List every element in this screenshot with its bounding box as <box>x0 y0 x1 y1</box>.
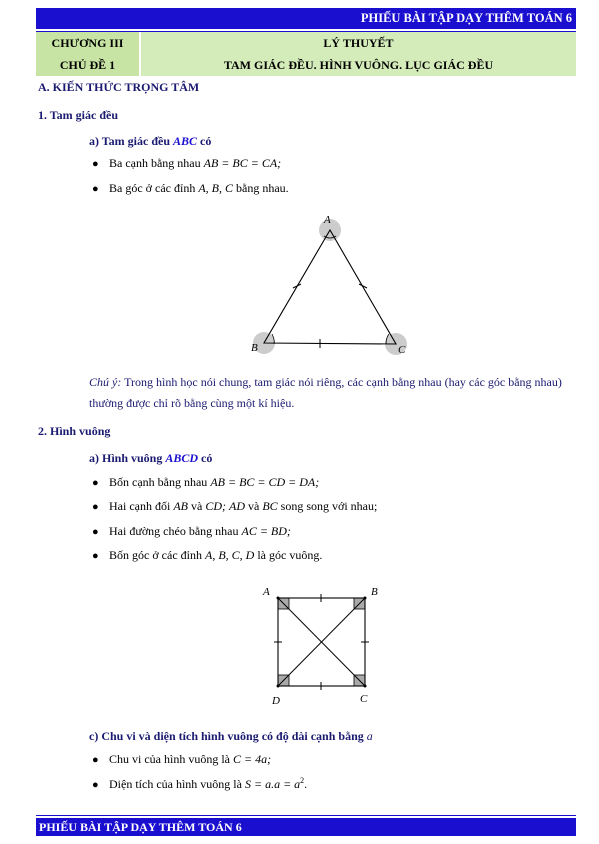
s2-c2-math: S = a.a = a <box>244 777 301 791</box>
s2-bullet-1 <box>109 475 319 490</box>
s2-c-bullet-2 <box>109 776 307 792</box>
label-b: B <box>251 342 258 354</box>
section2-heading: 2. Hình vuông <box>38 424 111 438</box>
s1-b2-math: A, B, C <box>198 181 233 195</box>
label-a: A <box>263 586 270 598</box>
s2-b2-m1: AB <box>173 499 188 513</box>
label-c: C <box>398 344 406 356</box>
label-d: D <box>272 695 280 707</box>
s2-c2-end: . <box>304 777 308 791</box>
s2-sub-a-suffix: có <box>201 451 213 465</box>
header-title: PHIẾU BÀI TẬP DẠY THÊM TOÁN 6 <box>360 11 572 25</box>
s2-b4-math: A, B, C, D <box>205 548 255 562</box>
s2-c2-text: Diện tích của hình vuông là <box>109 777 242 791</box>
s2-b2-suffix: song song với nhau; <box>280 499 378 513</box>
s2-b2-and1: và <box>190 499 203 513</box>
s2-bullet-2 <box>109 499 377 514</box>
s2-c1-text: Chu vi của hình vuông là <box>109 752 230 766</box>
triangle-abc <box>264 230 396 344</box>
s2-b3-text: Hai đường chéo bằng nhau <box>109 524 239 538</box>
s1-bullet-1 <box>109 156 281 171</box>
s1-b2-suffix: bằng nhau. <box>236 181 289 195</box>
s2-b3-math: AC = BD; <box>241 524 291 538</box>
s1-sub-a <box>89 134 211 149</box>
s1-sub-a-math: ABC <box>173 134 198 148</box>
bullet-icon: ● <box>92 501 99 513</box>
topic-label: CHỦ ĐỀ 1 <box>59 58 116 72</box>
title-cell <box>141 32 576 76</box>
s2-sub-c-math: a <box>366 729 373 743</box>
bullet-icon: ● <box>92 183 99 195</box>
s2-c2-sup: 2 <box>300 776 305 785</box>
bullet-icon: ● <box>92 754 99 766</box>
part-a-heading: A. KIẾN THỨC TRỌNG TÂM <box>38 80 200 94</box>
s2-bullet-3 <box>109 524 291 539</box>
chapter-cell <box>36 32 139 76</box>
footer-title: PHIẾU BÀI TẬP DẠY THÊM TOÁN 6 <box>39 820 242 834</box>
s2-b2-m2: CD; <box>205 499 226 513</box>
bullet-icon: ● <box>92 779 99 791</box>
s2-b1-math: AB = BC = CD = DA; <box>210 475 320 489</box>
s1-sub-a-suffix: có <box>200 134 212 148</box>
s2-sub-a <box>89 451 212 466</box>
s2-b1-text: Bốn cạnh bằng nhau <box>109 475 208 489</box>
s2-sub-a-math: ABCD <box>165 451 199 465</box>
footer-divider <box>36 815 576 816</box>
s2-c1-math: C = 4a; <box>232 752 272 766</box>
section-title: TAM GIÁC ĐỀU. HÌNH VUÔNG. LỤC GIÁC ĐỀU <box>223 58 494 72</box>
vertex-a <box>277 597 280 600</box>
s1-b1-math: AB = BC = CA; <box>203 156 282 170</box>
s2-b2-and2: và <box>247 499 260 513</box>
s2-bullet-4 <box>109 548 322 563</box>
s1-sub-a-prefix: a) Tam giác đều <box>89 134 171 148</box>
label-b: B <box>371 586 378 598</box>
s1-b2-text: Ba góc ở các đỉnh <box>109 181 196 195</box>
bullet-icon: ● <box>92 526 99 538</box>
vertex-d <box>277 685 280 688</box>
s2-sub-c-text: c) Chu vi và diện tích hình vuông có độ dài cạnh bằng <box>89 729 364 743</box>
s2-b4-suffix: là góc vuông. <box>257 548 323 562</box>
chapter-label: CHƯƠNG III <box>51 36 124 50</box>
s2-b4-text: Bốn góc ở các đỉnh <box>109 548 202 562</box>
equilateral-triangle-figure <box>240 210 420 360</box>
s1-note <box>89 372 579 414</box>
s2-b2-text: Hai cạnh đối <box>109 499 171 513</box>
bullet-icon: ● <box>92 477 99 489</box>
vertex-b <box>364 597 367 600</box>
header-bar <box>36 8 576 29</box>
s2-sub-c <box>89 729 373 744</box>
note-text: Trong hình học nói chung, tam giác nói riêng, các cạnh bằng nhau (hay các góc bằng nhau) thường được chỉ rõ bằng cùng một kí hiệu. <box>89 375 562 410</box>
label-a: A <box>324 214 331 226</box>
s2-sub-a-prefix: a) Hình vuông <box>89 451 163 465</box>
section-type: LÝ THUYẾT <box>323 36 394 50</box>
note-label: Chú ý: <box>89 375 122 389</box>
bullet-icon: ● <box>92 158 99 170</box>
footer-bar <box>36 818 576 836</box>
s2-b2-m3: AD <box>228 499 245 513</box>
info-table <box>36 32 576 76</box>
vertex-c <box>364 685 367 688</box>
s1-b1-text: Ba cạnh bằng nhau <box>109 156 201 170</box>
label-c: C <box>360 693 368 705</box>
square-figure <box>250 580 390 710</box>
section1-heading: 1. Tam giác đều <box>38 108 119 122</box>
s2-b2-m4: BC <box>262 499 278 513</box>
s1-bullet-2 <box>109 181 289 196</box>
s2-c-bullet-1 <box>109 752 271 767</box>
bullet-icon: ● <box>92 550 99 562</box>
